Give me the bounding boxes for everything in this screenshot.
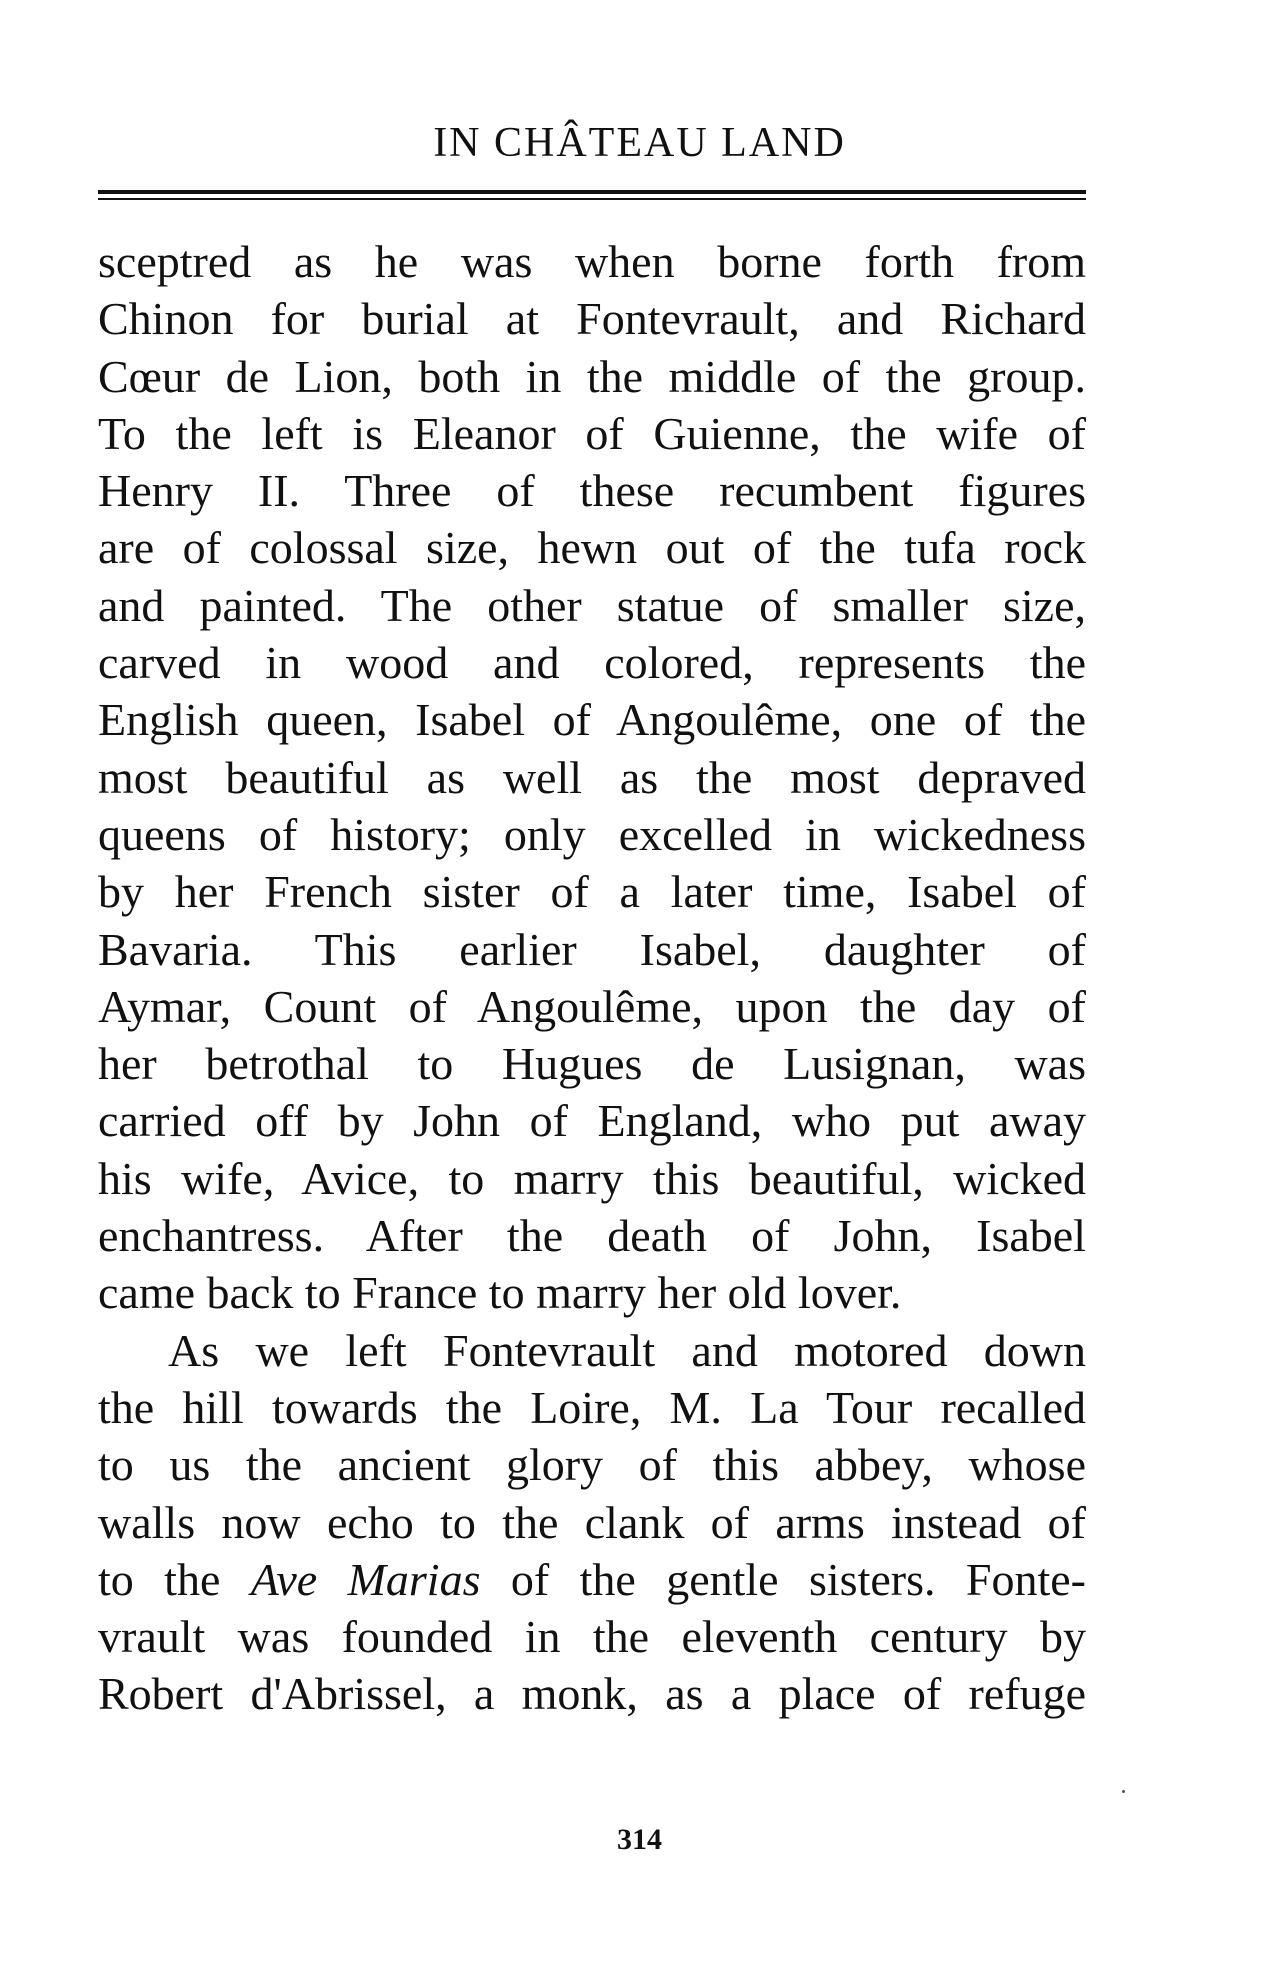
text-line: Bavaria. This earlier Isabel, daughter of — [98, 923, 1086, 975]
text-segment: of the gentle sisters. Fonte- — [480, 1553, 1086, 1605]
text-line: Cœur de Lion, both in the middle of the group. — [98, 350, 1086, 402]
text-line: by her French sister of a later time, Isabel of — [98, 866, 1086, 918]
header-rule-thin — [98, 198, 1086, 200]
text-line: Henry II. Three of these recumbent figures — [98, 465, 1086, 517]
italic-phrase: Ave Marias — [250, 1553, 481, 1605]
text-line: carved in wood and colored, represents the — [98, 637, 1086, 689]
running-title: IN CHÂTEAU LAND — [433, 120, 846, 166]
text-line: carried off by John of England, who put away — [98, 1095, 1086, 1147]
text-line: came back to France to marry her old lover. — [98, 1267, 902, 1319]
text-line: walls now echo to the clank of arms instead of — [98, 1496, 1086, 1548]
text-line: queens of history; only excelled in wickedness — [98, 808, 1086, 860]
text-line: sceptred as he was when borne forth from — [98, 236, 1086, 287]
text-line: his wife, Avice, to marry this beautiful, wicked — [98, 1152, 1086, 1204]
paragraph-start-line: As we left Fontevrault and motored down — [168, 1324, 1086, 1376]
text-line: most beautiful as well as the most depraved — [98, 751, 1086, 803]
text-line: Aymar, Count of Angoulême, upon the day of — [98, 980, 1086, 1032]
paper-speck — [1122, 1790, 1125, 1793]
text-line: Robert d'Abrissel, a monk, as a place of refuge — [98, 1668, 1086, 1720]
text-line: vrault was founded in the eleventh century by — [98, 1611, 1086, 1663]
text-line-ave-marias — [98, 1551, 1086, 1608]
text-line: English queen, Isabel of Angoulême, one of the — [98, 694, 1086, 746]
text-line: are of colossal size, hewn out of the tufa rock — [98, 522, 1086, 574]
text-line: Chinon for burial at Fontevrault, and Richard — [98, 293, 1086, 345]
text-line: her betrothal to Hugues de Lusignan, was — [98, 1038, 1086, 1090]
text-line: the hill towards the Loire, M. La Tour recalled — [98, 1381, 1086, 1433]
header-rule-thick — [98, 190, 1086, 194]
text-line: and painted. The other statue of smaller size, — [98, 579, 1086, 631]
text-line: to us the ancient glory of this abbey, whose — [98, 1439, 1086, 1491]
text-segment: to the — [98, 1553, 251, 1605]
body-text — [98, 233, 1086, 1723]
text-line: To the left is Eleanor of Guienne, the wife of — [98, 407, 1086, 459]
text-line: enchantress. After the death of John, Isabel — [98, 1210, 1086, 1262]
page-number: 314 — [617, 1823, 662, 1856]
